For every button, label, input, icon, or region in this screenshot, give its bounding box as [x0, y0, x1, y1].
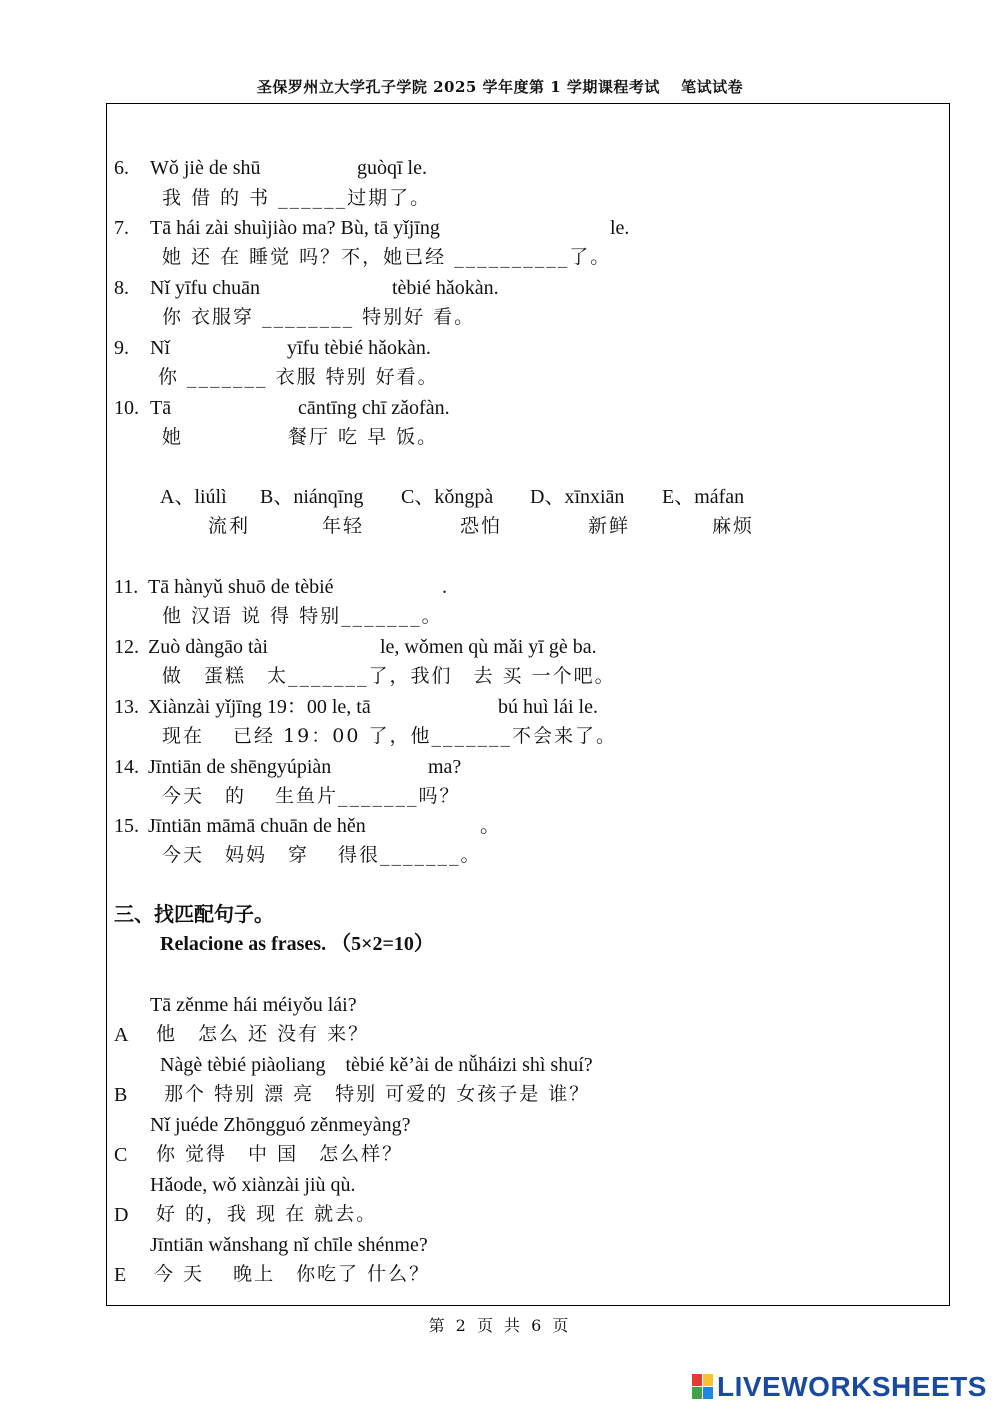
question-number: 14.	[114, 756, 139, 778]
question-pinyin-end: ma?	[428, 756, 462, 778]
question-number: 6.	[114, 157, 129, 179]
option-label: A、liúlì	[160, 486, 227, 508]
exam-header: 圣保罗州立大学孔子学院 2025 学年度第 1 学期课程考试 笔试试卷	[256, 78, 744, 96]
matching-letter: C	[114, 1144, 128, 1166]
question-number: 8.	[114, 277, 129, 299]
question-chinese: 我 借 的 书 ______过期了。	[162, 187, 432, 209]
question-chinese: 你 衣服穿 ________ 特别好 看。	[162, 306, 476, 328]
question-pinyin: Nǐ yīfu chuān	[150, 277, 260, 299]
option-label: B、niánqīng	[260, 486, 364, 508]
logo-mark-icon	[692, 1374, 714, 1400]
matching-pinyin: Nǐ juéde Zhōngguó zěnmeyàng?	[150, 1114, 411, 1136]
question-chinese: 你 _______ 衣服 特别 好看。	[158, 366, 439, 388]
question-chinese: 今天 妈妈 穿 得很_______。	[162, 844, 482, 866]
option-label: D、xīnxiān	[530, 486, 625, 508]
option-label: C、kǒngpà	[401, 486, 494, 508]
question-pinyin-end: tèbié hǎokàn.	[392, 277, 499, 299]
question-chinese: 她 还 在 睡觉 吗？不，她已经 __________了。	[162, 246, 612, 268]
question-chinese: 做 蛋糕 太_______了，我们 去 买 一个吧。	[162, 665, 616, 687]
matching-chinese: 好 的，我 现 在 就去。	[156, 1203, 378, 1225]
question-pinyin: Zuò dàngāo tài	[148, 636, 268, 658]
matching-chinese: 今 天 晚上 你吃了 什么？	[154, 1263, 431, 1285]
liveworksheets-logo[interactable]	[692, 1372, 987, 1402]
question-pinyin: Jīntiān māmā chuān de hěn	[148, 815, 366, 837]
option-chinese: 恐怕	[460, 515, 503, 537]
question-number: 13.	[114, 696, 139, 718]
option-label: E、máfan	[662, 486, 745, 508]
matching-letter: E	[114, 1264, 127, 1286]
option-chinese: 新鲜	[588, 515, 631, 537]
question-pinyin: Tā hái zài shuìjiào ma? Bù, tā yǐjīng	[150, 217, 440, 239]
question-number: 12.	[114, 636, 139, 658]
question-number: 9.	[114, 337, 129, 359]
question-pinyin: Jīntiān de shēngyúpiàn	[148, 756, 332, 778]
page-number: 第 2 页 共 6 页	[428, 1316, 572, 1335]
option-chinese: 麻烦	[712, 515, 755, 537]
question-pinyin-end: le, wǒmen qù mǎi yī gè ba.	[380, 636, 597, 658]
logo-text: LIVEWORKSHEETS	[717, 1371, 987, 1402]
matching-chinese: 你 觉得 中 国 怎么样？	[156, 1143, 404, 1165]
matching-letter: B	[114, 1084, 128, 1106]
question-chinese: 今天 的 生鱼片_______吗？	[162, 785, 461, 807]
question-chinese: 他 汉语 说 得 特别_______。	[162, 605, 443, 627]
matching-letter: D	[114, 1204, 129, 1226]
question-pinyin: Wǒ jiè de shū	[150, 157, 261, 179]
option-chinese: 流利	[208, 515, 251, 537]
question-pinyin-end: .	[442, 576, 447, 598]
section-subtitle: Relacione as frases. （5×2=10）	[160, 933, 434, 955]
question-pinyin: Nǐ	[150, 337, 170, 359]
matching-pinyin: Hǎode, wǒ xiànzài jiù qù.	[150, 1174, 356, 1196]
question-pinyin-end: 。	[480, 815, 500, 837]
matching-pinyin: Tā zěnme hái méiyǒu lái?	[150, 994, 357, 1016]
question-pinyin-end: le.	[610, 217, 630, 239]
question-number: 7.	[114, 217, 129, 239]
question-number: 10.	[114, 397, 139, 419]
question-pinyin-end: bú huì lái le.	[498, 696, 598, 718]
option-chinese: 年轻	[322, 515, 365, 537]
question-chinese: 她 餐厅 吃 早 饭。	[162, 426, 439, 448]
question-pinyin-end: cāntīng chī zǎofàn.	[298, 397, 450, 419]
question-pinyin: Xiànzài yǐjīng 19：00 le, tā	[148, 696, 371, 718]
matching-pinyin: Nàgè tèbié piàoliang tèbié kě’ài de nǚháizi shì shuí?	[160, 1054, 593, 1076]
question-pinyin: Tā	[150, 397, 172, 419]
matching-pinyin: Jīntiān wǎnshang nǐ chīle shénme?	[150, 1234, 428, 1256]
question-pinyin-end: guòqī le.	[357, 157, 427, 179]
matching-chinese: 那个 特别 漂 亮 特别 可爱的 女孩子是 谁？	[164, 1083, 591, 1105]
question-pinyin-end: yīfu tèbié hǎokàn.	[287, 337, 431, 359]
question-chinese: 现在 已经 19：00 了，他_______不会来了。	[162, 725, 617, 747]
section-title: 三、找匹配句子。	[114, 902, 274, 926]
matching-chinese: 他 怎么 还 没有 来？	[156, 1023, 370, 1045]
question-pinyin: Tā hànyǔ shuō de tèbié	[148, 576, 334, 598]
matching-letter: A	[114, 1024, 129, 1046]
question-number: 11.	[114, 576, 139, 598]
question-number: 15.	[114, 815, 139, 837]
